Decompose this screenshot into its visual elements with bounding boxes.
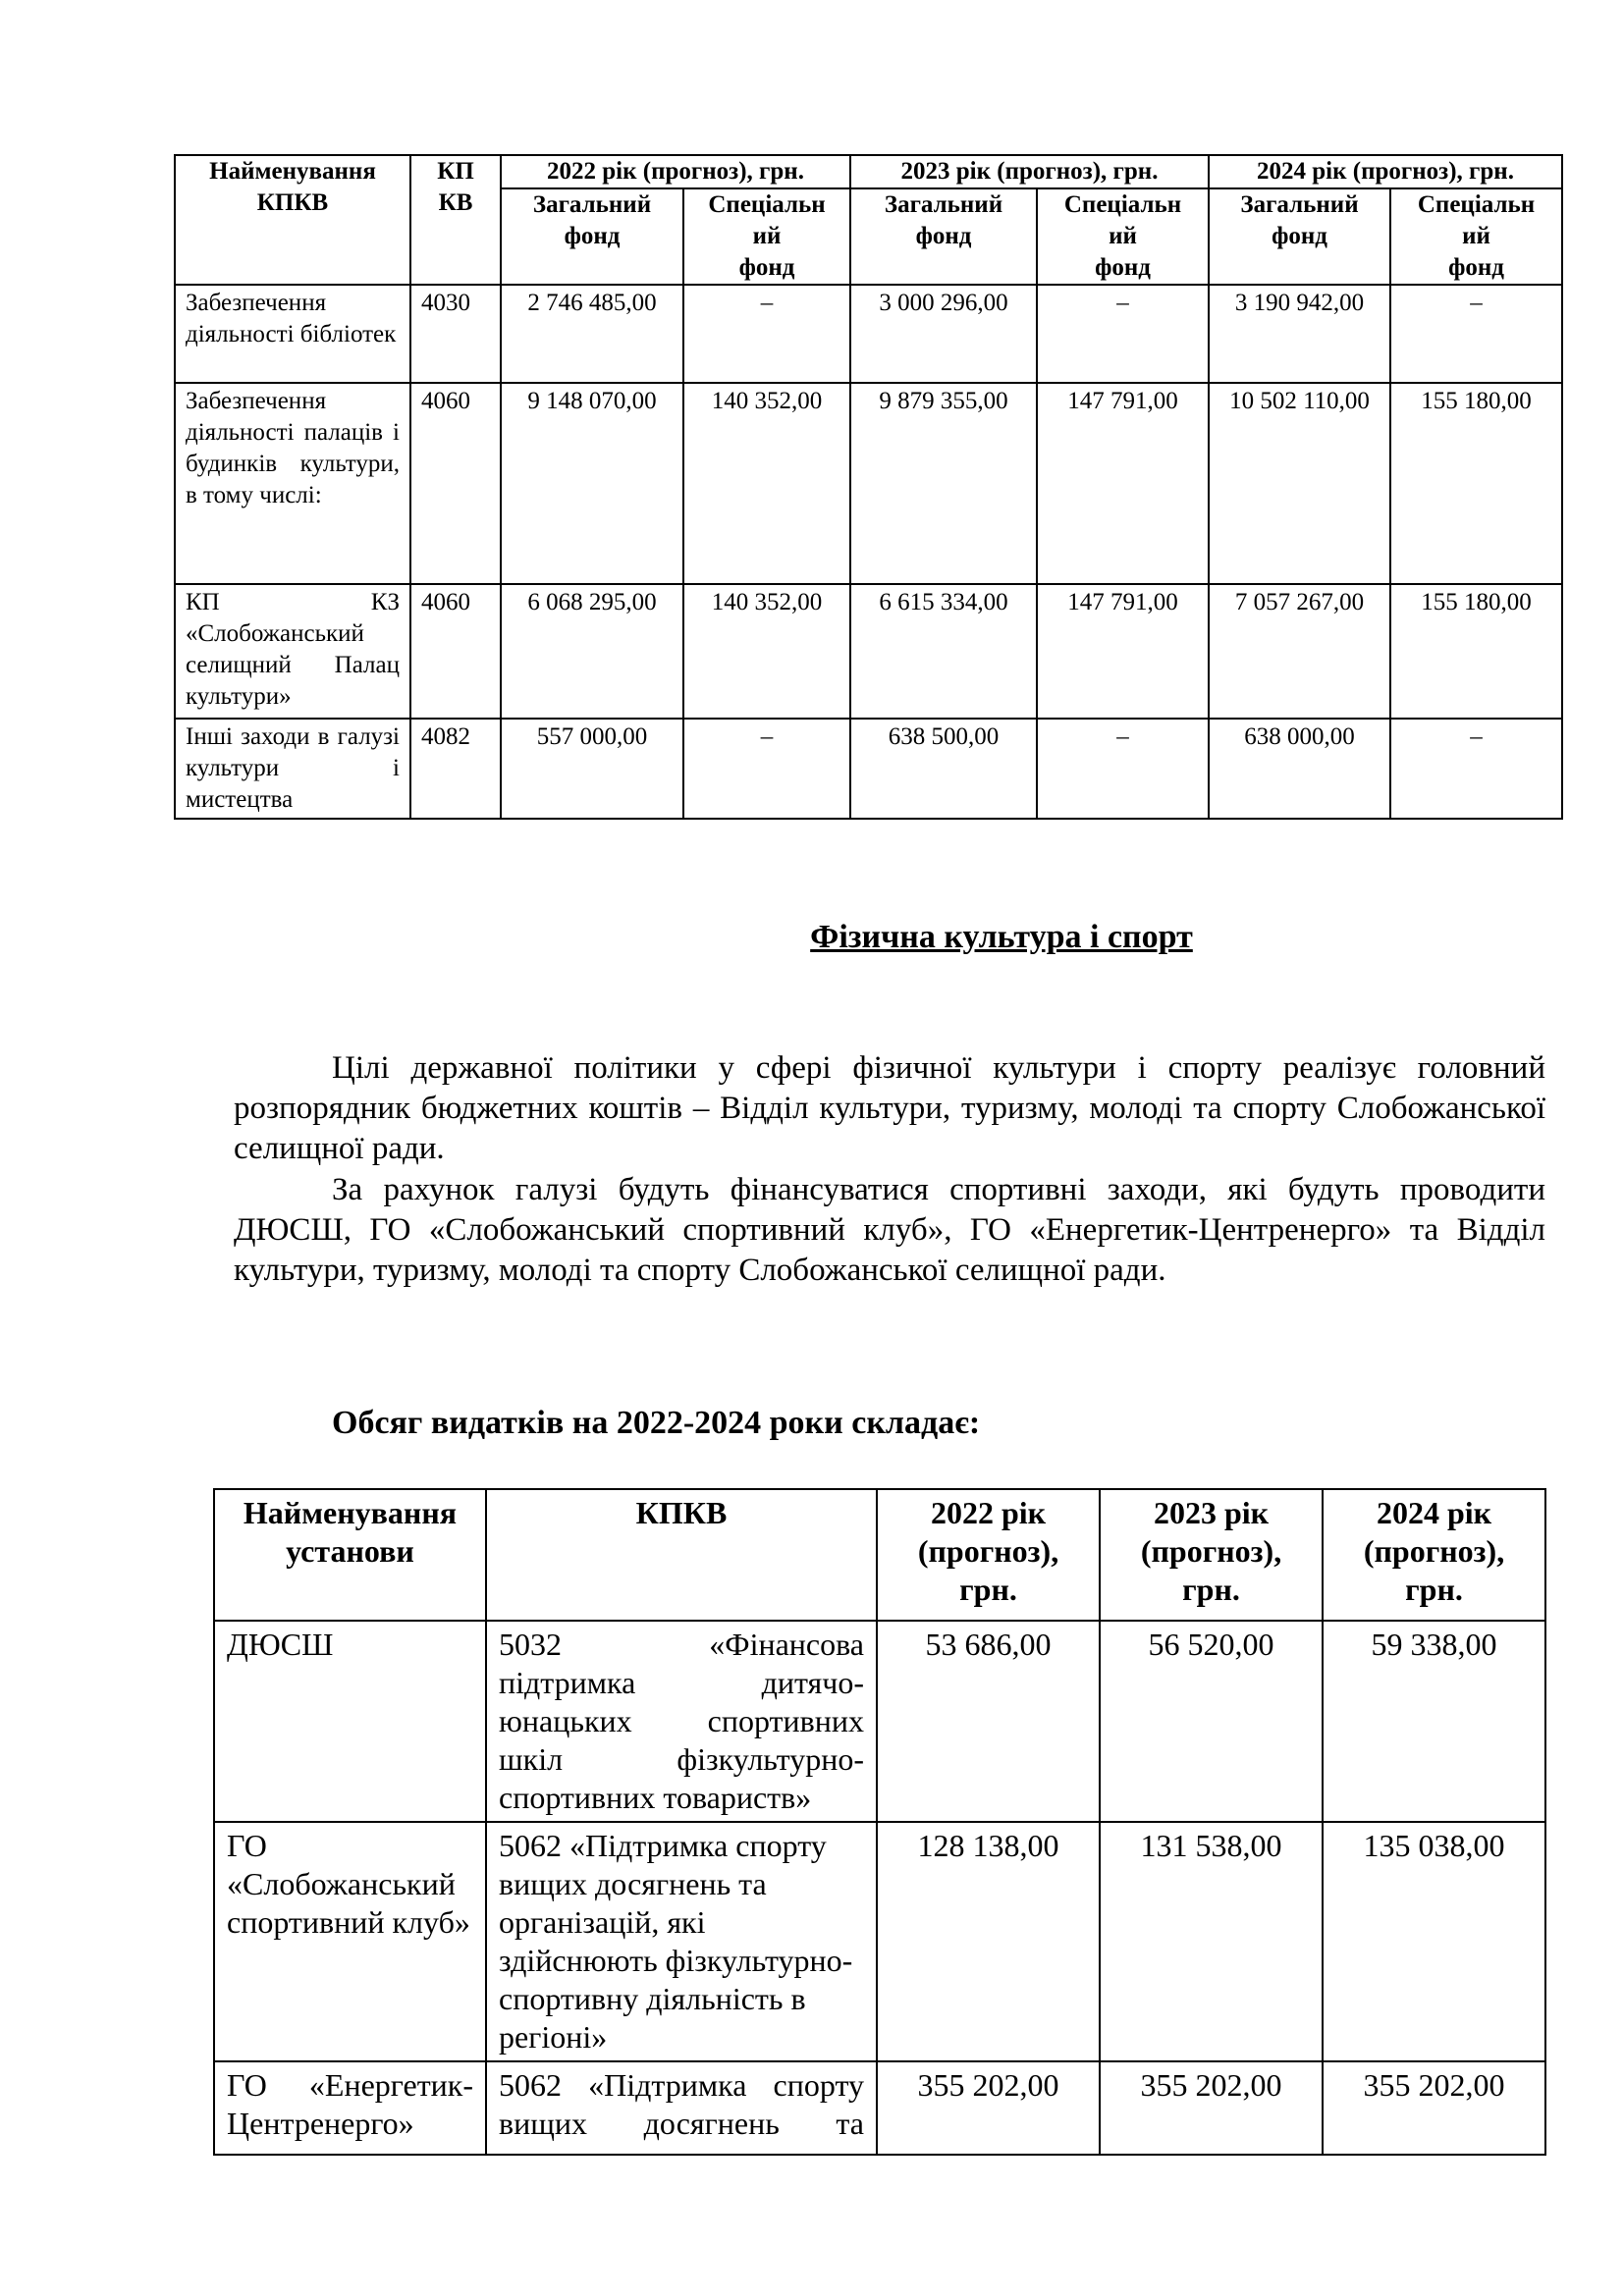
- paragraph-policy: Цілі державної політики у сфері фізичної культури і спорту реалізує головний розпорядник бюджетних коштів – Відділ культури, туризму, молоді та спорту Слобожанської селищної ради.: [234, 1050, 1545, 1166]
- culture-budget-table: [174, 154, 1563, 820]
- cell-general-2023: 6 615 334,00: [850, 584, 1037, 719]
- cell-general-2022: 9 148 070,00: [501, 383, 683, 584]
- cell-special-2023: –: [1037, 285, 1209, 383]
- cell-general-2024: 3 190 942,00: [1209, 285, 1390, 383]
- cell-special-2024: 155 180,00: [1390, 584, 1562, 719]
- col-header-general-2024: [1209, 188, 1390, 285]
- cell-2024: 59 338,00: [1323, 1621, 1545, 1822]
- cell-code: 4060: [410, 584, 501, 719]
- table-row: [175, 383, 1562, 584]
- table-header-row: [214, 1489, 1545, 1621]
- table-row: [175, 719, 1562, 819]
- cell-general-2024: 7 057 267,00: [1209, 584, 1390, 719]
- cell-special-2024: 155 180,00: [1390, 383, 1562, 584]
- paragraph-funding: За рахунок галузі будуть фінансуватися спортивні заходи, які будуть проводити ДЮСШ, ГО «Слобожанський спортивний клуб», ГО «Енергетик-Центренерго» та Відділ культури, туризму, молоді та спорту Слобожанської селищної ради.: [234, 1172, 1545, 1288]
- cell-special-2022: 140 352,00: [683, 383, 850, 584]
- cell-special-2022: 140 352,00: [683, 584, 850, 719]
- cell-general-2022: 557 000,00: [501, 719, 683, 819]
- general-fund-line1: Загальний: [884, 191, 1003, 218]
- col-header-general-2023: [850, 188, 1037, 285]
- cell-2024: 355 202,00: [1323, 2061, 1545, 2155]
- cell-special-2023: –: [1037, 719, 1209, 819]
- col-header-2022: 2022 рік (прогноз), грн.: [877, 1489, 1100, 1621]
- col-header-special-2024: [1390, 188, 1562, 285]
- cell-code: 4082: [410, 719, 501, 819]
- cell-general-2023: 3 000 296,00: [850, 285, 1037, 383]
- table-row: [175, 584, 1562, 719]
- general-fund-line1: Загальний: [532, 191, 652, 218]
- general-fund-line2: фонд: [1272, 223, 1327, 249]
- expenditure-subheading: Обсяг видатків на 2022-2024 роки складає:: [332, 1405, 981, 1441]
- cell-name: ГО «Слобожанський спортивний клуб»: [214, 1822, 486, 2061]
- cell-name: Інші заходи в галузі культури і мистецтва: [175, 719, 410, 819]
- cell-name: ГО «Енергетик-Центренерго»: [214, 2061, 486, 2155]
- cell-general-2023: 638 500,00: [850, 719, 1037, 819]
- col-header-kpkv: [410, 155, 501, 285]
- cell-name: Забезпечення діяльності палаців і будинків культури, в тому числі:: [175, 383, 410, 584]
- cell-kpkv: 5032 «Фінансова підтримка дитячо-юнацьких спортивних шкіл фізкультурно-спортивних товариств»: [486, 1621, 877, 1822]
- cell-special-2024: –: [1390, 719, 1562, 819]
- col-header-2024: 2024 рік (прогноз), грн.: [1323, 1489, 1545, 1621]
- special-fund-line2: ий: [1109, 223, 1137, 249]
- special-fund-line1: Спеціальн: [1417, 191, 1536, 218]
- cell-general-2022: 6 068 295,00: [501, 584, 683, 719]
- cell-special-2023: 147 791,00: [1037, 383, 1209, 584]
- cell-special-2022: –: [683, 285, 850, 383]
- general-fund-line2: фонд: [915, 223, 972, 249]
- cell-kpkv: 5062 «Підтримка спорту вищих досягнень та: [486, 2061, 877, 2155]
- cell-2022: 128 138,00: [877, 1822, 1100, 2061]
- special-fund-line3: фонд: [1448, 254, 1504, 281]
- cell-2023: 56 520,00: [1100, 1621, 1323, 1822]
- cell-special-2022: –: [683, 719, 850, 819]
- cell-special-2023: 147 791,00: [1037, 584, 1209, 719]
- cell-code: 4030: [410, 285, 501, 383]
- cell-2024: 135 038,00: [1323, 1822, 1545, 2061]
- col-header-2023: 2023 рік (прогноз), грн.: [1100, 1489, 1323, 1621]
- general-fund-line1: Загальний: [1240, 191, 1359, 218]
- col-header-kpkv-line2: КВ: [438, 189, 473, 216]
- special-fund-line1: Спеціальн: [1063, 191, 1182, 218]
- sport-budget-table: [213, 1488, 1546, 2156]
- table-header-row: [175, 155, 1562, 188]
- cell-name: Забезпечення діяльності бібліотек: [175, 285, 410, 383]
- table-row: [214, 2061, 1545, 2155]
- cell-name: ДЮСШ: [214, 1621, 486, 1822]
- col-header-kpkv: КПКВ: [486, 1489, 877, 1621]
- cell-2023: 355 202,00: [1100, 2061, 1323, 2155]
- special-fund-line1: Спеціальн: [708, 191, 826, 218]
- special-fund-line3: фонд: [738, 254, 795, 281]
- col-header-general-2022: [501, 188, 683, 285]
- cell-2022: 355 202,00: [877, 2061, 1100, 2155]
- col-header-kpkv-line1: КП: [437, 158, 474, 185]
- col-header-name: Найменування установи: [214, 1489, 486, 1621]
- section-title: Фізична культура і спорт: [810, 919, 1193, 955]
- col-header-name: Найменування КПКВ: [175, 155, 410, 285]
- col-header-2023: 2023 рік (прогноз), грн.: [850, 155, 1209, 188]
- cell-general-2023: 9 879 355,00: [850, 383, 1037, 584]
- table-row: [214, 1822, 1545, 2061]
- cell-general-2022: 2 746 485,00: [501, 285, 683, 383]
- special-fund-line2: ий: [1462, 223, 1490, 249]
- cell-general-2024: 638 000,00: [1209, 719, 1390, 819]
- cell-general-2024: 10 502 110,00: [1209, 383, 1390, 584]
- col-header-2022: 2022 рік (прогноз), грн.: [501, 155, 850, 188]
- cell-kpkv: 5062 «Підтримка спорту вищих досягнень та організацій, які здійснюють фізкультурно-спортивну діяльність в регіоні»: [486, 1822, 877, 2061]
- cell-2023: 131 538,00: [1100, 1822, 1323, 2061]
- col-header-2024: 2024 рік (прогноз), грн.: [1209, 155, 1562, 188]
- special-fund-line3: фонд: [1095, 254, 1151, 281]
- col-header-special-2022: [683, 188, 850, 285]
- special-fund-line2: ий: [752, 223, 782, 249]
- cell-name: КП КЗ «Слобожанський селищний Палац культури»: [175, 584, 410, 719]
- table-row: [175, 285, 1562, 383]
- general-fund-line2: фонд: [564, 223, 621, 249]
- table-row: [214, 1621, 1545, 1822]
- col-header-special-2023: [1037, 188, 1209, 285]
- cell-special-2024: –: [1390, 285, 1562, 383]
- cell-code: 4060: [410, 383, 501, 584]
- cell-2022: 53 686,00: [877, 1621, 1100, 1822]
